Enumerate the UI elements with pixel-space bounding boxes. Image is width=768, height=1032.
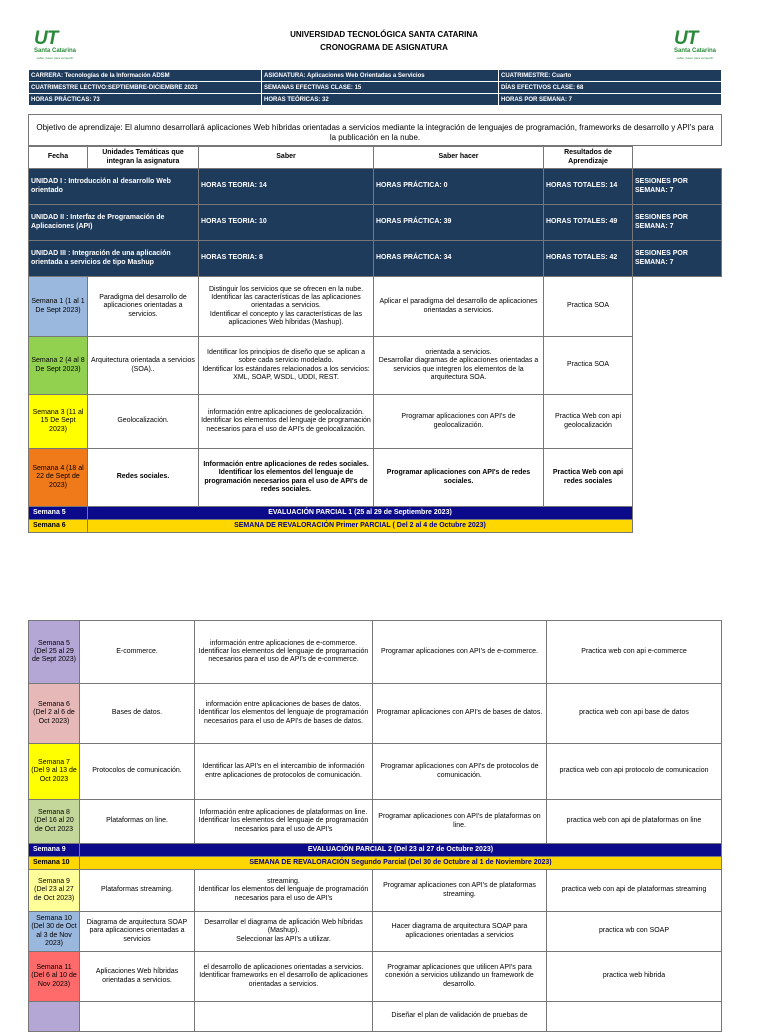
week-topic: Redes sociales. [88, 449, 199, 507]
revaluation-row-1: Semana 6 SEMANA DE REVALORACIÓN Primer PARCIAL ( Del 2 al 4 de Octubre 2023) [29, 520, 722, 533]
info-term: CUATRIMESTRE: Cuarto [499, 70, 722, 82]
week-topic: Plataformas streaming. [80, 870, 195, 912]
week-saber: información entre aplicaciones de bases de datos. Identificar los elementos del lenguaje de programación necesarios para el uso de API's de bases de datos. [195, 684, 373, 744]
week-row [29, 337, 722, 395]
week-row [29, 449, 722, 507]
week-saber: Identificar los principios de diseño que se aplican a sobre cada servicio modelado. Identificar los estándares relacionados a los servicios: XML, SOAP, WSDL, UDDI, REST. [199, 337, 374, 395]
week-saber: Información entre aplicaciones de plataformas on line. Identificar los elementos del lenguaje de programación necesarios para el uso de API's [195, 800, 373, 844]
unit-row [29, 205, 722, 241]
learning-objective: Objetivo de aprendizaje: El alumno desarrollará aplicaciones Web híbridas orientadas a servicios mediante la integración de lenguajes de programación, frameworks de desarrollo y API's para la publicación en la nube. [28, 114, 722, 146]
week-saber-hacer: Programar aplicaciones con API's de plataformas on line. [373, 800, 547, 844]
column-header-row [29, 147, 722, 169]
week-saber-hacer: Programar aplicaciones con API's de bases de datos. [373, 684, 547, 744]
schedule-table-part-2 [28, 620, 722, 1032]
week-row [29, 395, 722, 449]
col-fecha: Fecha [29, 147, 88, 169]
week-row [29, 800, 722, 844]
week-row [29, 621, 722, 684]
week-saber-hacer: Programar aplicaciones con API's de redes sociales. [374, 449, 544, 507]
week-result: practica web con api base de datos [547, 684, 722, 744]
evaluation-row-1: Semana 5 EVALUACIÓN PARCIAL 1 (25 al 29 de Septiembre 2023) [29, 507, 722, 520]
col-unidades: Unidades Temáticas que integran la asignatura [88, 147, 199, 169]
week-date: Semana 6 (Del 2 al 6 de Oct 2023) [29, 684, 80, 744]
week-result: practica web con api de plataformas streaming [547, 870, 722, 912]
week-topic: E-commerce. [80, 621, 195, 684]
week-saber: streaming. Identificar los elementos del lenguaje de programación necesarios para el uso de API's [195, 870, 373, 912]
week-result [547, 1002, 722, 1032]
week-saber-hacer: Diseñar el plan de validación de pruebas de [373, 1002, 547, 1032]
week-topic: Protocolos de comunicación. [80, 744, 195, 800]
week-saber: Desarrollar el diagrama de aplicación Web híbridas (Mashup). Seleccionar las API's a utilizar. [195, 912, 373, 952]
week-saber-hacer: orientada a servicios. Desarrollar diagramas de aplicaciones orientadas a servicios que integren los elementos de la arquitectura SOA. [374, 337, 544, 395]
week-row [29, 870, 722, 912]
week-row [29, 744, 722, 800]
week-saber: información entre aplicaciones de geolocalización. Identificar los elementos del lenguaje de programación necesarios para el uso de API's de geolocalización. [199, 395, 374, 449]
week-topic: Geolocalización. [88, 395, 199, 449]
week-topic: Arquitectura orientada a servicios (SOA).. [88, 337, 199, 395]
week-date: Semana 7 (Del 9 al 13 de Oct 2023 [29, 744, 80, 800]
unit-sessions: SESIONES POR SEMANA: 7 [633, 241, 722, 277]
week-row [29, 1002, 722, 1032]
course-info-table [28, 69, 722, 106]
week-topic: Diagrama de arquitectura SOAP para aplicaciones orientadas a servicios [80, 912, 195, 952]
info-practice-hours: HORAS PRÁCTICAS: 73 [29, 94, 262, 106]
unit-name: UNIDAD II : Interfaz de Programación de Aplicaciones (API) [29, 205, 199, 241]
week-result: Practica Web con api geolocalización [544, 395, 633, 449]
week-row [29, 912, 722, 952]
document-header [0, 0, 768, 70]
col-resultados: Resultados de Aprendizaje [544, 147, 633, 169]
unit-theory-hours: HORAS TEORIA: 10 [199, 205, 374, 241]
revaluation-row-2: Semana 10 SEMANA DE REVALORACIÓN Segundo Parcial (Del 30 de Octubre al 1 de Noviembre 2023) [29, 857, 722, 870]
document-title: UNIVERSIDAD TECNOLÓGICA SANTA CATARINA [290, 30, 478, 39]
info-weeks: SEMANAS EFECTIVAS CLASE: 15 [262, 82, 499, 94]
week-saber-hacer: Programar aplicaciones con API's de protocolos de comunicación. [373, 744, 547, 800]
week-row [29, 277, 722, 337]
unit-practice-hours: HORAS PRÁCTICA: 0 [374, 169, 544, 205]
week-topic: Paradigma del desarrollo de aplicaciones orientadas a servicios. [88, 277, 199, 337]
week-date: Semana 4 (18 al 22 de Sept de 2023) [29, 449, 88, 507]
week-saber [195, 1002, 373, 1032]
week-date: Semana 9 (Del 23 al 27 de Oct 2023) [29, 870, 80, 912]
week-date: Semana 3 (11 al 15 De Sept 2023) [29, 395, 88, 449]
info-days: DÍAS EFECTIVOS CLASE: 68 [499, 82, 722, 94]
unit-theory-hours: HORAS TEORIA: 8 [199, 241, 374, 277]
info-period: CUATRIMESTRE LECTIVO:SEPTIEMBRE-DICIEMBRE 2023 [29, 82, 262, 94]
week-saber-hacer: Programar aplicaciones con API's de e-commerce. [373, 621, 547, 684]
week-date: Semana 11 (Del 6 al 10 de Nov 2023) [29, 952, 80, 1002]
info-career: CARRERA: Tecnologías de la Información ADSM [29, 70, 262, 82]
week-date [29, 1002, 80, 1032]
unit-total-hours: HORAS TOTALES: 42 [544, 241, 633, 277]
week-date: Semana 5 (Del 25 al 29 de Sept 2023) [29, 621, 80, 684]
unit-name: UNIDAD III : Integración de una aplicación orientada a servicios de tipo Mashup [29, 241, 199, 277]
week-date: Semana 2 (4 al 8 De Sept 2023) [29, 337, 88, 395]
week-date: Semana 1 (1 al 1 De Sept 2023) [29, 277, 88, 337]
unit-row [29, 241, 722, 277]
info-theory-hours: HORAS TEÓRICAS: 32 [262, 94, 499, 106]
week-result: Practica SOA [544, 337, 633, 395]
unit-sessions: SESIONES POR SEMANA: 7 [633, 169, 722, 205]
week-date: Semana 10 (Del 30 de Oct al 3 de Nov 2023) [29, 912, 80, 952]
week-date: Semana 8 (Del 16 al 20 de Oct 2023 [29, 800, 80, 844]
week-saber: Identificar las API's en el intercambio de información entre aplicaciones de protocolos de comunicación. [195, 744, 373, 800]
unit-total-hours: HORAS TOTALES: 14 [544, 169, 633, 205]
week-result: practica web hibrida [547, 952, 722, 1002]
week-topic: Aplicaciones Web híbridas orientadas a servicios. [80, 952, 195, 1002]
unit-row [29, 169, 722, 205]
week-saber-hacer: Programar aplicaciones que utilicen API's para conexión a servicios utilizando un framework de desarrollo. [373, 952, 547, 1002]
week-saber-hacer: Programar aplicaciones con API's de plataformas streaming. [373, 870, 547, 912]
unit-sessions: SESIONES POR SEMANA: 7 [633, 205, 722, 241]
schedule-table-part-1 [28, 146, 722, 533]
unit-theory-hours: HORAS TEORIA: 14 [199, 169, 374, 205]
week-result: Practica Web con api redes sociales [544, 449, 633, 507]
university-logo-right: UT Santa Catarina saber, hacer para compartir [673, 28, 716, 60]
week-saber-hacer: Programar aplicaciones con API's de geolocalización. [374, 395, 544, 449]
week-saber-hacer: Aplicar el paradigma del desarrollo de aplicaciones orientadas a servicios. [374, 277, 544, 337]
info-subject: ASIGNATURA: Aplicaciones Web Orientadas a Servicios [262, 70, 499, 82]
week-topic [80, 1002, 195, 1032]
week-result: Practica web con api e-commerce [547, 621, 722, 684]
week-result: Practica SOA [544, 277, 633, 337]
week-saber: información entre aplicaciones de e-commerce. Identificar los elementos del lenguaje de programación necesarios para el uso de API's de e-commerce. [195, 621, 373, 684]
week-saber: el desarrollo de aplicaciones orientadas a servicios. Identificar frameworks en el desarrollo de aplicaciones orientadas a servicios. [195, 952, 373, 1002]
week-topic: Plataformas on line. [80, 800, 195, 844]
unit-total-hours: HORAS TOTALES: 49 [544, 205, 633, 241]
document-subtitle: CRONOGRAMA DE ASIGNATURA [320, 43, 448, 52]
week-saber: Distinguir los servicios que se ofrecen en la nube. Identificar las características de las aplicaciones orientadas a servicios. Identificar el concepto y las características de las aplicaciones Web híbridas (Mashup). [199, 277, 374, 337]
col-saber-hacer: Saber hacer [374, 147, 544, 169]
week-result: practica web con api protocolo de comunicacion [547, 744, 722, 800]
week-topic: Bases de datos. [80, 684, 195, 744]
week-saber: Información entre aplicaciones de redes sociales. Identificar los elementos del lenguaje de programación necesarios para el uso de API's de redes sociales. [199, 449, 374, 507]
week-saber-hacer: Hacer diagrama de arquitectura SOAP para aplicaciones orientadas a servicios [373, 912, 547, 952]
unit-practice-hours: HORAS PRÁCTICA: 34 [374, 241, 544, 277]
info-weekly-hours: HORAS POR SEMANA: 7 [499, 94, 722, 106]
week-row [29, 952, 722, 1002]
week-result: practica wb con SOAP [547, 912, 722, 952]
evaluation-row-2: Semana 9 EVALUACIÓN PARCIAL 2 (Del 23 al 27 de Octubre 2023) [29, 844, 722, 857]
col-saber: Saber [199, 147, 374, 169]
week-row [29, 684, 722, 744]
unit-name: UNIDAD I : Introducción al desarrollo Web orientado [29, 169, 199, 205]
unit-practice-hours: HORAS PRÁCTICA: 39 [374, 205, 544, 241]
university-logo-left: UT Santa Catarina saber, hacer para compartir [33, 28, 76, 60]
week-result: practica web con api de plataformas on line [547, 800, 722, 844]
